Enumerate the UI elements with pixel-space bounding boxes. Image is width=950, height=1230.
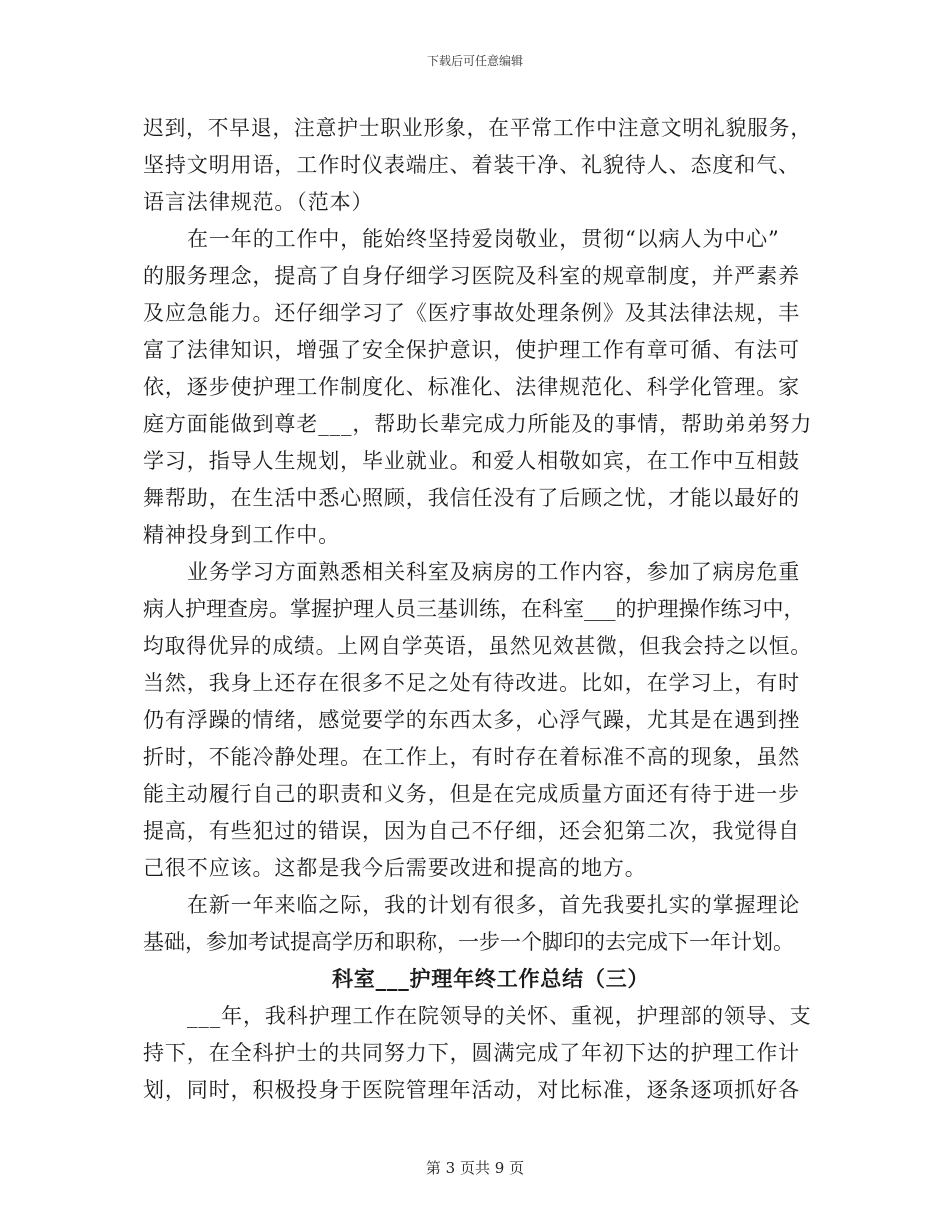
body-line: 语言法律规范。（范本） (143, 190, 374, 214)
body-line: 己很不应该。这都是我今后需要改进和提高的地方。 (143, 856, 647, 880)
body-line: 依，逐步使护理工作制度化、标准化、法律规范化、科学化管理。家 (143, 375, 800, 399)
body-line: 提高，有些犯过的错误，因为自己不仔细，还会犯第二次，我觉得自 (143, 819, 800, 843)
body-line: 仍有浮躁的情绪，感觉要学的东西太多，心浮气躁，尤其是在遇到挫 (143, 708, 800, 732)
body-line: 在新一年来临之际，我的计划有很多，首先我要扎实的掌握理论 (187, 893, 801, 917)
section-heading: 科室___护理年终工作总结（三） (332, 967, 650, 991)
body-line: 病人护理查房。掌握护理人员三基训练，在科室___的护理操作练习中， (143, 597, 805, 621)
body-line: 划，同时，积极投身于医院管理年活动，对比标准，逐条逐项抓好各 (143, 1078, 800, 1102)
body-line: 持下，在全科护士的共同努力下，圆满完成了年初下达的护理工作计 (143, 1041, 800, 1065)
body-line: 折时，不能冷静处理。在工作上，有时存在着标准不高的现象，虽然 (143, 745, 800, 769)
page-footer: 第 3 页共 9 页 (425, 1159, 525, 1177)
body-line: 能主动履行自己的职责和义务，但是在完成质量方面还有待于进一步 (143, 782, 800, 806)
body-line: 基础，参加考试提高学历和职称，一步一个脚印的去完成下一年计划。 (143, 930, 794, 954)
body-line: 迟到，不早退，注意护士职业形象，在平常工作中注意文明礼貌服务， (143, 116, 812, 140)
body-line: 富了法律知识，增强了安全保护意识，使护理工作有章可循、有法可 (143, 338, 800, 362)
body-line: 精神投身到工作中。 (143, 523, 341, 547)
body-line: ___年，我科护理工作在院领导的关怀、重视，护理部的领导、支 (187, 1004, 812, 1028)
body-line: 及应急能力。还仔细学习了《医疗事故处理条例》及其法律法规，丰 (143, 301, 800, 325)
body-line: 的服务理念，提高了自身仔细学习医院及科室的规章制度，并严素养 (143, 264, 800, 288)
body-line: 业务学习方面熟悉相关科室及病房的工作内容，参加了病房危重 (187, 560, 801, 584)
body-line: 均取得优异的成绩。上网自学英语，虽然见效甚微，但我会持之以恒。 (143, 634, 812, 658)
body-line: 在一年的工作中，能始终坚持爱岗敬业，贯彻“以病人为中心” (187, 227, 780, 251)
body-line: 坚持文明用语，工作时仪表端庄、着装干净、礼貌待人、态度和气、 (143, 153, 800, 177)
body-line: 当然，我身上还存在很多不足之处有待改进。比如，在学习上，有时 (143, 671, 800, 695)
body-line: 学习，指导人生规划，毕业就业。和爱人相敬如宾，在工作中互相鼓 (143, 449, 800, 473)
body-line: 舞帮助，在生活中悉心照顾，我信任没有了后顾之忧，才能以最好的 (143, 486, 800, 510)
page-header: 下载后可任意编辑 (426, 54, 523, 68)
body-line: 庭方面能做到尊老___，帮助长辈完成力所能及的事情，帮助弟弟努力 (143, 412, 813, 436)
